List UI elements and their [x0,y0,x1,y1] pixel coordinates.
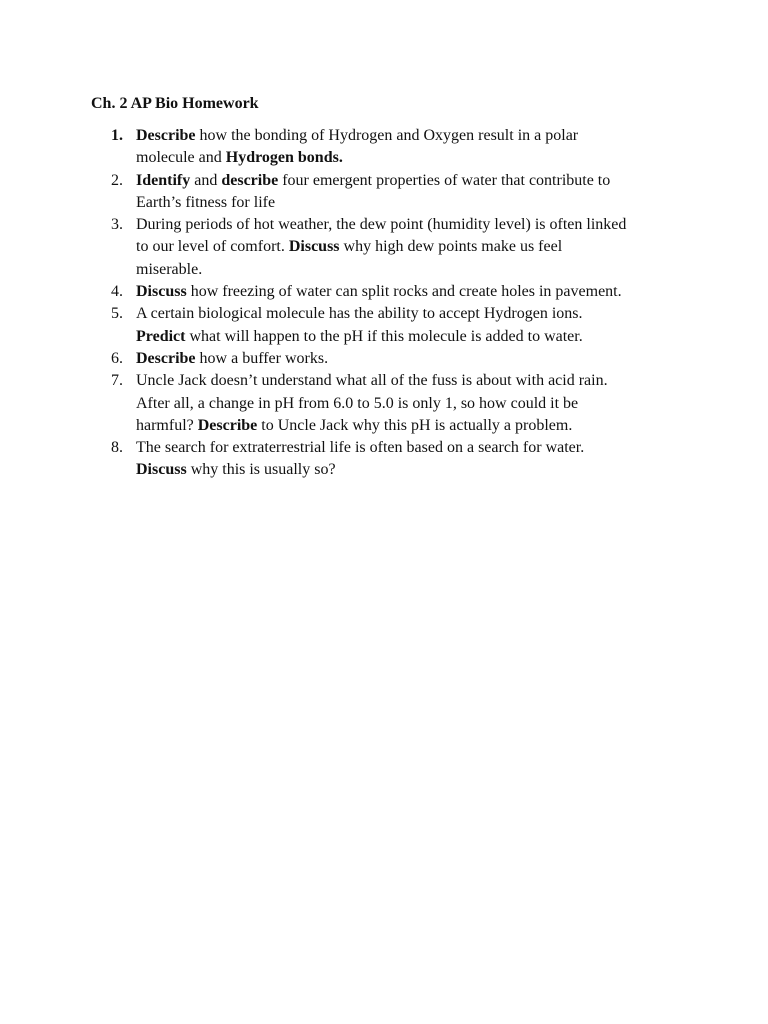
question-line [136,236,676,258]
question-number: 6. [111,349,123,367]
question-text: After all, a change in pH from 6.0 to 5.0 is only 1, so how could it be [136,394,579,412]
question-text: why this is usually so? [186,461,336,479]
question-line [136,326,676,348]
question-line [136,303,676,325]
question-text: how a buffer works. [195,349,329,367]
question-text: what will happen to the pH if this molecule is added to water. [185,327,583,345]
question-keyword: Hydrogen bonds. [225,149,343,167]
question-keyword: Describe [136,127,196,144]
question-number: 4. [111,283,123,301]
question-keyword: Describe [197,416,258,434]
question-number: 5. [111,305,123,323]
question-line [136,370,676,392]
question-keyword: Describe [136,349,196,367]
question-text: Uncle Jack doesn’t understand what all of the fuss is about with acid rain. [136,372,608,390]
question-item [0,170,676,215]
document-title: Ch. 2 AP Bio Homework [91,95,259,112]
question-text: The search for extraterrestrial life is often based on a search for water. [136,439,585,457]
question-text: to our level of comfort. [136,238,289,256]
question-item [0,214,676,281]
question-item [0,281,676,303]
question-text: to Uncle Jack why this pH is actually a problem. [257,416,573,434]
question-item [0,348,676,370]
question-line [136,192,676,214]
question-keyword: describe [221,171,279,189]
question-text: During periods of hot weather, the dew point (humidity level) is often linked [136,216,627,234]
question-keyword: Identify [136,171,191,189]
question-line [136,348,676,370]
question-line [136,259,676,281]
question-line [136,437,676,459]
question-text: molecule and [136,149,226,167]
question-number: 3. [111,216,123,234]
question-item [0,125,676,170]
question-text: why high dew points make us feel [339,238,563,256]
question-item [0,303,676,348]
question-line [136,393,676,415]
question-keyword: Discuss [136,283,187,301]
question-line [136,125,676,147]
question-line [136,459,676,481]
question-text: harmful? [136,416,198,434]
question-keyword: Discuss [288,238,340,256]
question-keyword: Predict [136,327,186,345]
question-item [0,437,676,482]
question-line [136,170,676,192]
question-line [136,214,676,236]
question-item [0,370,676,437]
question-text: Earth’s fitness for life [136,193,276,211]
question-line [136,147,676,169]
question-list [0,125,768,482]
question-text: how freezing of water can split rocks and create holes in pavement. [186,283,622,301]
question-number: 1. [111,127,123,144]
question-text: four emergent properties of water that contribute to [278,171,611,189]
question-text: miserable. [136,260,203,278]
question-keyword: Discuss [136,461,187,479]
question-text: A certain biological molecule has the ability to accept Hydrogen ions. [136,305,583,323]
question-text: how the bonding of Hydrogen and Oxygen result in a polar [195,127,579,144]
question-line [136,281,676,303]
question-line [136,415,676,437]
question-number: 8. [111,439,123,457]
question-text: and [190,171,222,189]
question-number: 2. [111,171,123,189]
question-number: 7. [111,372,123,390]
